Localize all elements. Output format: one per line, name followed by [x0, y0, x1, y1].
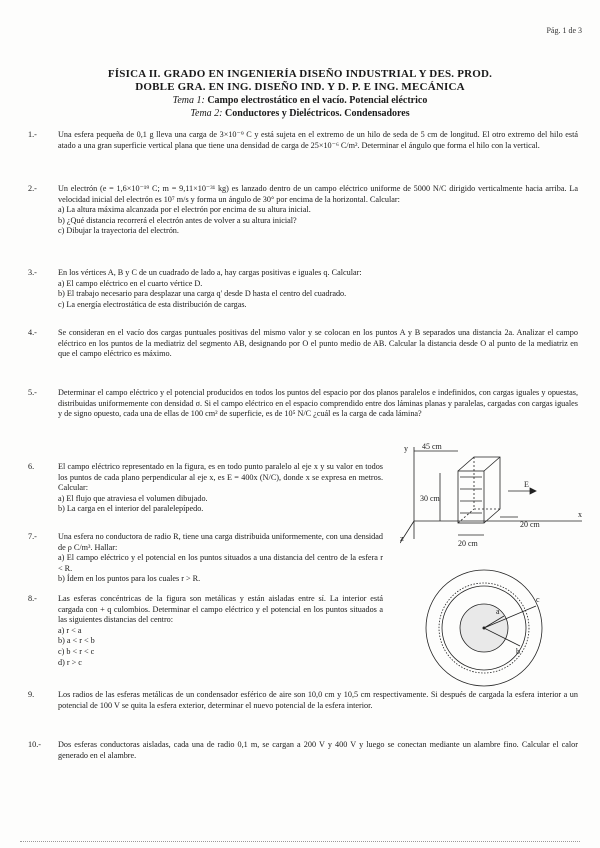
- axis-label-z: z: [400, 534, 404, 543]
- problem-number: 1.-: [28, 130, 37, 139]
- problem-3: [28, 268, 578, 310]
- radius-label-a: a: [496, 607, 500, 616]
- problem-number: 10.-: [28, 740, 41, 749]
- topic-1-title: Campo electrostático en el vacío. Potencial eléctrico: [207, 95, 428, 106]
- problem-text: Los radios de las esferas metálicas de un condensador esférico de aire son 10,0 cm y 10,5 cm respectivamente. Si después de cargada la esfera interior a un potencial de 100 V se quita la esfera exterior, determinar el nuevo potencial de la esfera interior.: [58, 690, 578, 710]
- problem-number: 8.-: [28, 594, 37, 603]
- field-label: E: [524, 480, 529, 489]
- problem-option: c) Dibujar la trayectoria del electrón.: [58, 226, 179, 236]
- topic-2-label: Tema 2:: [190, 108, 223, 119]
- problem-text: Las esferas concéntricas de la figura son metálicas y están aisladas entre sí. La interior está cargada con + q culombios. Determinar el campo eléctrico y el potencial en los puntos situados a las siguientes distancias del centro:: [58, 594, 383, 625]
- problem-number: 5.-: [28, 388, 37, 397]
- problem-text: Una esfera no conductora de radio R, tiene una carga distribuida uniformemente, con una densidad de ρ C/m³. Hallar:: [58, 532, 383, 552]
- header-line-2: DOBLE GRA. EN ING. DISEÑO IND. Y D. P. E ING. MECÁNICA: [135, 81, 465, 93]
- problem-option: b) ¿Qué distancia recorrerá el electrón antes de volver a su altura inicial?: [58, 215, 297, 225]
- problem-5: [28, 388, 578, 420]
- topic-1-label: Tema 1:: [172, 95, 205, 106]
- problem-text: En los vértices A, B y C de un cuadrado de lado a, hay cargas positivas e iguales q. Calcular:: [58, 268, 362, 277]
- problem-number: 3.-: [28, 268, 37, 277]
- bottom-divider: [20, 835, 580, 842]
- radius-label-b: b: [516, 647, 520, 656]
- dimension-label: 20 cm: [520, 520, 540, 529]
- problem-10: [28, 740, 578, 761]
- problem-text: El campo eléctrico representado en la figura, es en todo punto paralelo al eje x y su valor en todos los puntos de cada plano perpendicular al eje x, es E = 400x (N/C), donde x se expresa en metros. Calcular:: [58, 462, 383, 493]
- problem-text: Dos esferas conductoras aisladas, cada una de radio 0,1 m, se cargan a 200 V y 400 V y luego se conectan mediante un alambre fino. Calcular el calor generado en el alambre.: [58, 740, 578, 760]
- problem-number: 7.-: [28, 532, 37, 541]
- radius-label-c: c: [536, 595, 540, 604]
- problem-text: Una esfera pequeña de 0,1 g lleva una carga de 3×10⁻⁹ C y está sujeta en el extremo de un hilo de seda de 5 cm de longitud. El otro extremo del hilo está atado a una gran superficie vertical plana que tiene una densidad de carga de 25×10⁻⁶ C/m². Determinar el ángulo que forma el hilo con la vertical.: [58, 130, 578, 150]
- topic-2-title: Conductores y Dieléctricos. Condensadores: [225, 108, 410, 119]
- problem-option: a) El campo eléctrico y el potencial en los puntos situados a una distancia del centro de la esfera r < R.: [58, 553, 383, 573]
- problem-1: [28, 130, 578, 151]
- page-number: Pág. 1 de 3: [546, 26, 582, 35]
- problem-option: d) r > c: [58, 657, 82, 667]
- problem-9: [28, 690, 578, 711]
- document-header: [0, 68, 600, 120]
- problem-option: b) El trabajo necesario para desplazar una carga q' desde D hasta el centro del cuadrado.: [58, 289, 347, 299]
- dimension-label: 45 cm: [422, 443, 442, 451]
- problem-option: c) La energía electrostática de esta distribución de cargas.: [58, 299, 247, 309]
- problem-option: b) a < r < b: [58, 636, 95, 646]
- problem-text: Se consideran en el vacío dos cargas puntuales positivas del mismo valor y se colocan en los puntos A y B separados una distancia 2a. Analizar el campo eléctrico en los puntos de la mediatriz del segmento AB, designando por O el punto medio de AB. Calcular la distancia desde O al punto de la mediatriz en que el campo eléctrico es máximo.: [58, 328, 578, 359]
- dimension-label: 30 cm: [420, 494, 440, 503]
- topic-2: [0, 107, 600, 120]
- problem-option: a) El flujo que atraviesa el volumen dibujado.: [58, 493, 208, 503]
- problem-number: 4.-: [28, 328, 37, 337]
- problem-2: [28, 184, 578, 237]
- dimension-label: 20 cm: [458, 539, 478, 548]
- problem-option: a) r < a: [58, 625, 82, 635]
- axis-label-y: y: [404, 444, 408, 453]
- problem-4: [28, 328, 578, 360]
- problem-number: 6.: [28, 462, 35, 471]
- problem-text: Un electrón (e = 1,6×10⁻¹⁹ C; m = 9,11×10⁻³¹ kg) es lanzado dentro de un campo eléctrico uniforme de 5000 N/C dirigido verticalmente hacia arriba. La velocidad inicial del electrón es 10⁷ m/s y forma un ángulo de 30° por encima de la horizontal. Calcular:: [58, 184, 578, 204]
- header-line-1: FÍSICA II. GRADO EN INGENIERÍA DISEÑO INDUSTRIAL Y DES. PROD.: [107, 68, 493, 80]
- problem-option: a) La altura máxima alcanzada por el electrón por encima de su altura inicial.: [58, 205, 311, 215]
- problem-option: a) El campo eléctrico en el cuarto vértice D.: [58, 278, 203, 288]
- concentric-spheres-figure: [396, 568, 572, 688]
- topic-1: [0, 94, 600, 107]
- problem-option: b) Ídem en los puntos para los cuales r > R.: [58, 574, 201, 584]
- problem-number: 2.-: [28, 184, 37, 193]
- problem-option: b) La carga en el interior del paralelepípedo.: [58, 504, 204, 514]
- axis-label-x: x: [578, 510, 582, 519]
- problem-option: c) b < r < c: [58, 646, 95, 656]
- problem-number: 9.: [28, 690, 35, 699]
- problem-text: Determinar el campo eléctrico y el potencial producidos en todos los puntos del espacio por dos planos paralelos e indefinidos, con cargas iguales y opuestas, distribuidas uniformemente con densidad σ. Si el campo eléctrico en el espacio comprendido entre dos láminas planas y paralelas, cargadas con cargas iguales y de signo opuesto, cada una de ellas de 100 cm² de superficie, es de 10⁵ N/C ¿cuál es la carga de cada lámina?: [58, 388, 578, 419]
